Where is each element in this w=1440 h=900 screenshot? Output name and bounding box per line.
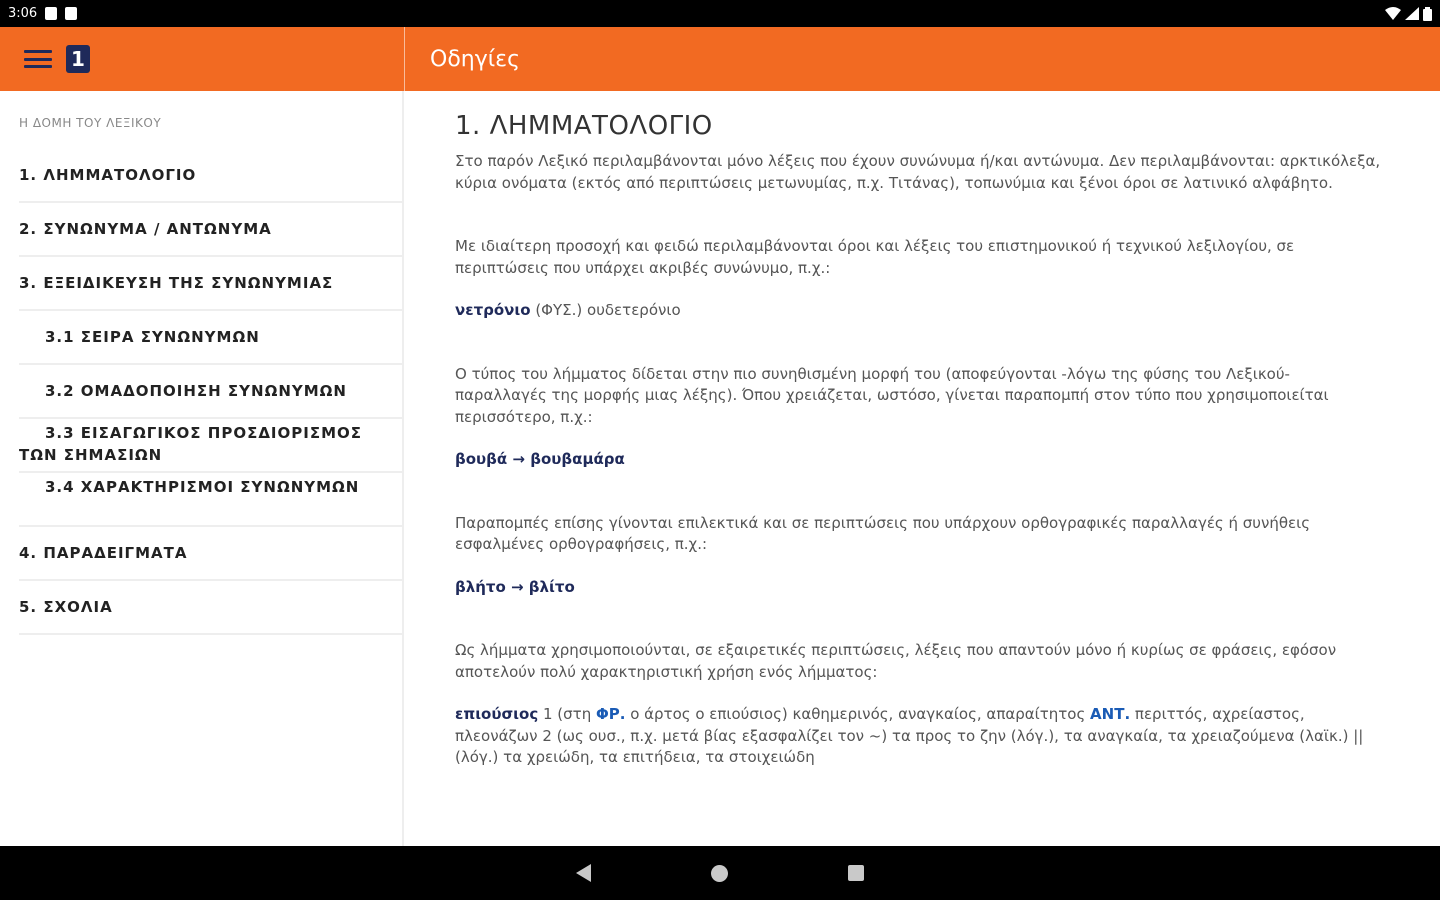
toc-item-synonym-series[interactable]: 3.1 ΣΕΙΡΑ ΣΥΝΩΝΥΜΩΝ bbox=[19, 311, 402, 365]
status-left bbox=[8, 6, 77, 21]
example-4-text-b: ο άρτος ο επιούσιος) καθημερινός, αναγκαίος, απαραίτητος bbox=[625, 705, 1091, 723]
paragraph-4: Παραπομπές επίσης γίνονται επιλεκτικά και σε περιπτώσεις που υπάρχουν ορθογραφικές παραλλαγές ή συνήθεις εσφαλμένες ορθογραφήσεις, π.χ.: bbox=[455, 513, 1311, 553]
example-1-term: νετρόνιο bbox=[455, 301, 531, 319]
sidebar bbox=[0, 91, 404, 846]
toc-item-examples[interactable]: 4. ΠΑΡΑΔΕΙΓΜΑΤΑ bbox=[19, 527, 402, 581]
back-icon[interactable] bbox=[576, 864, 591, 882]
toc-item-synonyms-antonyms[interactable]: 2. ΣΥΝΩΝΥΜΑ / ΑΝΤΩΝΥΜΑ bbox=[19, 203, 402, 257]
example-4-text-a: 1 (στη bbox=[538, 705, 596, 723]
sidebar-heading: Η ΔΟΜΗ ΤΟΥ ΛΕΞΙΚΟΥ bbox=[19, 116, 162, 130]
menu-icon-line bbox=[24, 65, 52, 68]
status-right bbox=[1385, 7, 1432, 21]
appbar-left bbox=[0, 27, 404, 91]
paragraph-1: Στο παρόν Λεξικό περιλαμβάνονται μόνο λέξεις που έχουν συνώνυμα ή/και αντώνυμα. Δεν περιλαμβάνονται: αρκτικόλεξα, κύρια ονόματα (εκτός από περιπτώσεις μετωνυμίας, π.χ. Τιτάνας), τοπωνύμια και ξένοι όροι σε λατινικό αλφάβητο. bbox=[455, 152, 1381, 192]
paragraph-2: Με ιδιαίτερη προσοχή και φειδώ περιλαμβάνονται όροι και λέξεις του επιστημονικού ή τεχνικού λεξιλογίου, σε περιπτώσεις που υπάρχει ακριβές συνώνυμο, π.χ.: bbox=[455, 237, 1295, 277]
example-1 bbox=[455, 300, 1382, 322]
section-heading: 1. ΛΗΜΜΑΤΟΛΟΓΙΟ bbox=[455, 111, 713, 141]
table-of-contents bbox=[19, 149, 402, 635]
abbr-antonym: ΑΝΤ. bbox=[1090, 705, 1131, 723]
recent-apps-icon[interactable] bbox=[848, 865, 864, 881]
battery-icon bbox=[1423, 7, 1432, 21]
menu-icon-line bbox=[24, 50, 52, 53]
page-title: Οδηγίες bbox=[430, 46, 520, 72]
appbar-divider bbox=[404, 27, 405, 91]
wifi-icon bbox=[1385, 7, 1401, 20]
menu-icon[interactable] bbox=[24, 48, 52, 70]
toc-item-meanings-intro[interactable]: 3.3 ΕΙΣΑΓΩΓΙΚΟΣ ΠΡΟΣΔΙΟΡΙΣΜΟΣ ΤΩΝ ΣΗΜΑΣΙΩΝ bbox=[19, 419, 402, 473]
toc-item-synonym-grouping[interactable]: 3.2 ΟΜΑΔΟΠΟΙΗΣΗ ΣΥΝΩΝΥΜΩΝ bbox=[19, 365, 402, 419]
paragraph-3: Ο τύπος του λήμματος δίδεται στην πιο συνηθισμένη μορφή του (αποφεύγονται -λόγω της φύσης του Λεξικού- παραλλαγές της μορφής μιας λέξης). Όπου χρειάζεται, ωστόσο, γίνεται παραπομπή στον τύπο που χρησιμοποιείται περισσότερο, π.χ.: bbox=[455, 364, 1329, 426]
signal-icon bbox=[1405, 7, 1419, 20]
app-bar bbox=[0, 27, 1440, 91]
example-1-rest: (ΦΥΣ.) ουδετερόνιο bbox=[530, 301, 681, 319]
status-time: 3:06 bbox=[8, 6, 38, 21]
toc-item-lemmatologio[interactable]: 1. ΛΗΜΜΑΤΟΛΟΓΙΟ bbox=[19, 149, 402, 203]
example-2: βουβά → βουβαμάρα bbox=[455, 450, 625, 468]
paragraph-5: Ως λήμματα χρησιμοποιούνται, σε εξαιρετικές περιπτώσεις, λέξεις που απαντούν μόνο ή κυρίως σε φράσεις, εφόσον αποτελούν πολύ χαρακτηριστική χρήση ενός λήμματος: bbox=[455, 641, 1337, 681]
status-bar bbox=[0, 0, 1440, 27]
example-3: βλήτο → βλίτο bbox=[455, 577, 575, 596]
toc-item-synonymy-specification[interactable]: 3. ΕΞΕΙΔΙΚΕΥΣΗ ΤΗΣ ΣΥΝΩΝΥΜΙΑΣ bbox=[19, 257, 402, 311]
menu-icon-line bbox=[24, 58, 52, 61]
home-icon[interactable] bbox=[711, 865, 728, 882]
example-4 bbox=[455, 704, 1382, 769]
notification-icon bbox=[45, 7, 57, 20]
toc-item-comments[interactable]: 5. ΣΧΟΛΙΑ bbox=[19, 581, 402, 635]
toc-item-synonym-labels[interactable]: 3.4 ΧΑΡΑΚΤΗΡΙΣΜΟΙ ΣΥΝΩΝΥΜΩΝ bbox=[19, 473, 402, 527]
navigation-bar bbox=[0, 846, 1440, 900]
abbr-phrase: ΦΡ. bbox=[595, 705, 626, 723]
example-4-term: επιούσιος bbox=[455, 705, 539, 723]
app-logo: 1 bbox=[66, 45, 90, 73]
example-4-text-c: περιττός, αχρείαστος, πλεονάζων 2 (ως ουσ., π.χ. μετά βίας εξασφαλίζει τον ~) τα προς το ζην (λόγ.), τα αναγκαία, τα χρειαζούμενα (λαϊκ.) || (λόγ.) τα χρειώδη, τα επιτήδεια, τα στοιχειώδη bbox=[455, 705, 1364, 766]
content-pane bbox=[406, 91, 1440, 846]
sd-card-icon bbox=[65, 7, 77, 20]
